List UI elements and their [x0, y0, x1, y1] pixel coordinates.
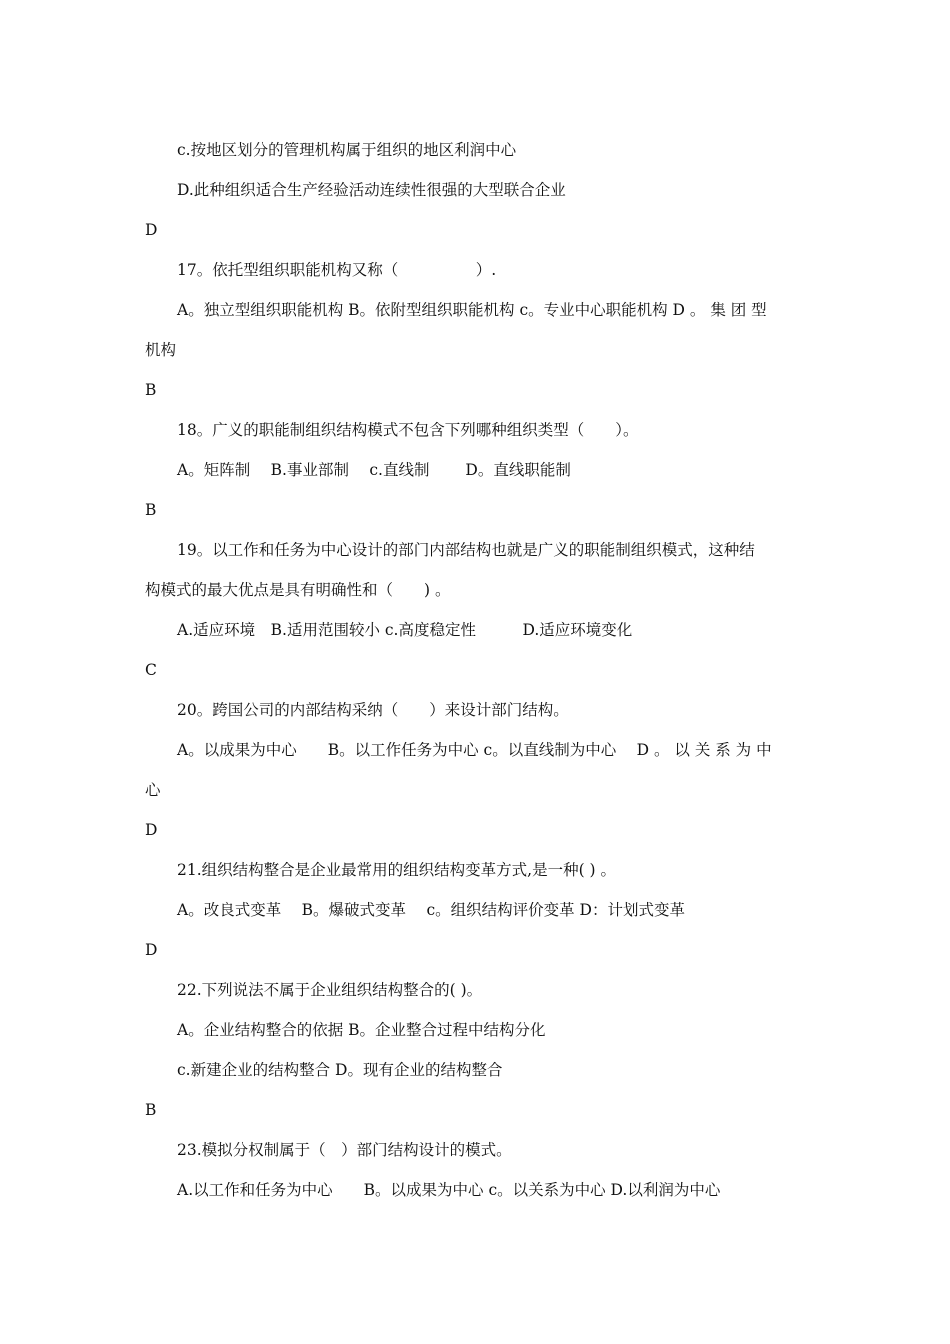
- answer-20: D: [145, 821, 158, 839]
- question-21: 21.组织结构整合是企业最常用的组织结构变革方式,是一种( ) 。: [177, 861, 617, 879]
- options-21: A。改良式变革 B。爆破式变革 c。组织结构评价变革 D：计划式变革: [177, 901, 685, 919]
- question-19: 19。以工作和任务为中心设计的部门内部结构也就是广义的职能制组织模式，这种结: [177, 541, 755, 559]
- options-17-continued: 机构: [145, 341, 177, 359]
- options-22-a-b: A。企业结构整合的依据 B。企业整合过程中结构分化: [177, 1021, 546, 1039]
- question-19-continued: 构模式的最大优点是具有明确性和（ ) 。: [145, 581, 451, 599]
- answer-line: D: [145, 221, 158, 239]
- options-18: A。矩阵制 B.事业部制 c.直线制 D。直线职能制: [177, 461, 571, 479]
- answer-18: B: [145, 501, 157, 519]
- options-23: A.以工作和任务为中心 B。以成果为中心 c。以关系为中心 D.以利润为中心: [177, 1181, 721, 1199]
- question-18: 18。广义的职能制组织结构模式不包含下列哪种组织类型（ ）。: [177, 421, 639, 439]
- question-17: 17。依托型组织职能机构又称（ ）.: [177, 261, 497, 279]
- answer-19: C: [145, 661, 157, 679]
- answer-21: D: [145, 941, 158, 959]
- answer-22: B: [145, 1101, 157, 1119]
- option-line: D.此种组织适合生产经验活动连续性很强的大型联合企业: [177, 181, 566, 199]
- question-20: 20。跨国公司的内部结构采纳（ ）来设计部门结构。: [177, 701, 569, 719]
- option-line: c.按地区划分的管理机构属于组织的地区利润中心: [177, 141, 517, 159]
- answer-17: B: [145, 381, 157, 399]
- options-20: A。以成果为中心 B。以工作任务为中心 c。以直线制为中心 D 。 以 关 系 为 中: [177, 741, 772, 759]
- options-20-continued: 心: [145, 781, 161, 799]
- question-22: 22.下列说法不属于企业组织结构整合的( )。: [177, 981, 483, 999]
- question-23: 23.模拟分权制属于（ ）部门结构设计的模式。: [177, 1141, 512, 1159]
- options-19: A.适应环境 B.适用范围较小 c.高度稳定性 D.适应环境变化: [177, 621, 633, 639]
- options-22-c-d: c.新建企业的结构整合 D。现有企业的结构整合: [177, 1061, 503, 1079]
- options-17: A。独立型组织职能机构 B。依附型组织职能机构 c。专业中心职能机构 D 。 集 团 型: [177, 301, 767, 319]
